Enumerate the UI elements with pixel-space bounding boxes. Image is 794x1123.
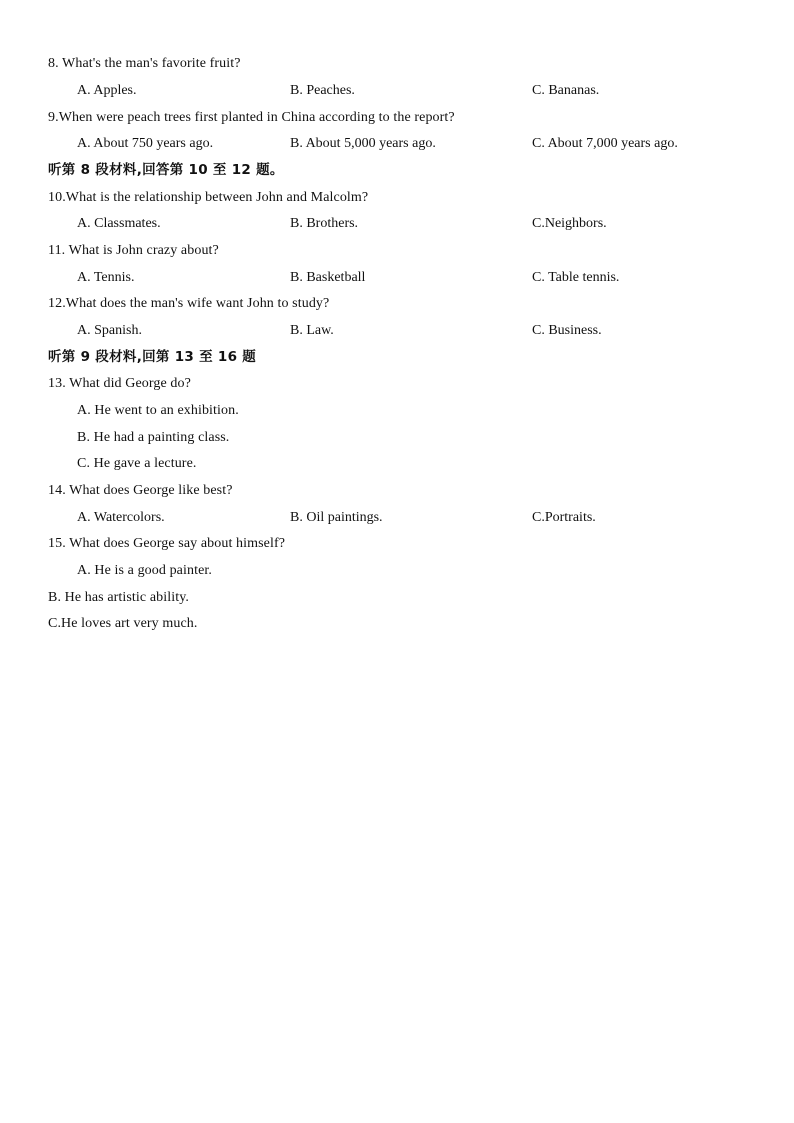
option-8-a: A. Apples. bbox=[77, 83, 137, 98]
option-14-b: B. Oil paintings. bbox=[290, 510, 383, 525]
option-10-b: B. Brothers. bbox=[290, 216, 359, 231]
option-13-b: B. He had a painting class. bbox=[77, 430, 230, 445]
option-11-c: C. Table tennis. bbox=[532, 270, 620, 285]
option-15-a: A. He is a good painter. bbox=[77, 563, 212, 578]
option-14-a: A. Watercolors. bbox=[77, 510, 165, 525]
question-13: 13. What did George do? bbox=[48, 376, 191, 391]
question-11: 11. What is John crazy about? bbox=[48, 243, 219, 258]
option-9-a: A. About 750 years ago. bbox=[77, 136, 214, 151]
question-10: 10.What is the relationship between John and Malcolm? bbox=[48, 190, 369, 205]
question-14: 14. What does George like best? bbox=[48, 483, 233, 498]
question-14-options bbox=[0, 508, 794, 528]
option-10-a: A. Classmates. bbox=[77, 216, 161, 231]
option-12-b: B. Law. bbox=[290, 323, 334, 338]
option-9-c: C. About 7,000 years ago. bbox=[532, 136, 678, 151]
question-12-options bbox=[0, 321, 794, 341]
question-8: 8. What's the man's favorite fruit? bbox=[48, 56, 241, 71]
section-heading-9: 听第 9 段材料,回第 13 至 16 题 bbox=[48, 349, 257, 365]
question-10-options bbox=[0, 214, 794, 234]
option-12-a: A. Spanish. bbox=[77, 323, 142, 338]
question-9-options bbox=[0, 134, 794, 154]
question-8-options bbox=[0, 81, 794, 101]
option-14-c: C.Portraits. bbox=[532, 510, 596, 525]
option-9-b: B. About 5,000 years ago. bbox=[290, 136, 436, 151]
option-12-c: C. Business. bbox=[532, 323, 602, 338]
option-8-c: C. Bananas. bbox=[532, 83, 600, 98]
option-8-b: B. Peaches. bbox=[290, 83, 355, 98]
option-15-c: C.He loves art very much. bbox=[48, 616, 198, 631]
option-10-c: C.Neighbors. bbox=[532, 216, 607, 231]
question-12: 12.What does the man's wife want John to study? bbox=[48, 296, 330, 311]
option-13-c: C. He gave a lecture. bbox=[77, 456, 197, 471]
option-15-b: B. He has artistic ability. bbox=[48, 590, 189, 605]
question-11-options bbox=[0, 268, 794, 288]
option-11-b: B. Basketball bbox=[290, 270, 366, 285]
question-15: 15. What does George say about himself? bbox=[48, 536, 286, 551]
section-heading-8: 听第 8 段材料,回答第 10 至 12 题。 bbox=[48, 162, 284, 178]
option-13-a: A. He went to an exhibition. bbox=[77, 403, 239, 418]
option-11-a: A. Tennis. bbox=[77, 270, 135, 285]
question-9: 9.When were peach trees first planted in China according to the report? bbox=[48, 110, 455, 125]
